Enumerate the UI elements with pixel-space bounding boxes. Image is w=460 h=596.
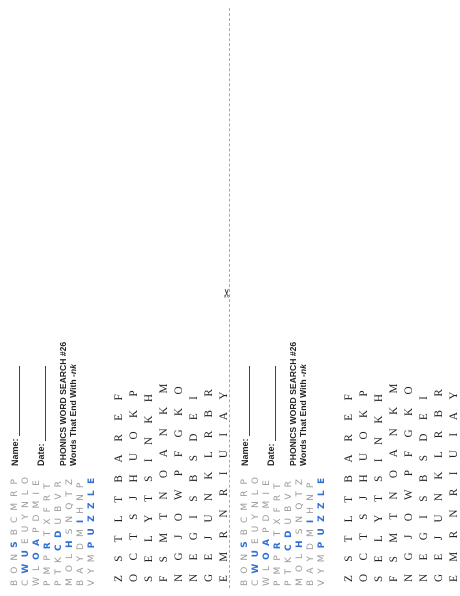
puzzle-row: G E J U N K L R B R bbox=[203, 383, 215, 582]
worksheet-right bbox=[230, 0, 460, 596]
puzzle-row: N E G I S B S D E I bbox=[418, 390, 430, 582]
name-field bbox=[240, 366, 250, 466]
title-line2-text: Words That End With bbox=[68, 376, 78, 466]
puzzle-row: F S M T N O A N K M bbox=[388, 378, 400, 582]
logo-row: V Y M P U Z Z L E bbox=[87, 476, 97, 586]
puzzle-row: N E G I S B S D E I bbox=[188, 390, 200, 582]
worksheet-content bbox=[230, 0, 460, 596]
logo-row: W L O A P D M I E bbox=[262, 478, 272, 586]
logo-row: B O N S B C M R P bbox=[240, 477, 250, 586]
logo-row: P T K C D U B V R bbox=[284, 479, 294, 586]
title-line2-text: Words That End With bbox=[298, 376, 308, 466]
worksheet-title bbox=[58, 342, 78, 466]
puzzle-row: O C T S J H U O K P bbox=[358, 385, 370, 582]
logo-row: P M P R T X F R T bbox=[43, 481, 53, 586]
puzzle-row: S E L Y T S I N K H bbox=[143, 388, 155, 582]
letter-grid bbox=[112, 378, 230, 582]
puzzle-row: E M R N R I U I A Y bbox=[218, 386, 230, 582]
logo-row: C W U E U Y N L O bbox=[251, 475, 261, 586]
puzzle-row: N G J O W P F G K O bbox=[173, 381, 185, 582]
puzzle-row: G E J U N K L R B R bbox=[433, 383, 445, 582]
logo-row: B O N S B C M R P bbox=[10, 477, 20, 586]
title-line1: PHONICS WORD SEARCH #26 bbox=[288, 341, 298, 466]
logo-row: B A Y D M I H N P bbox=[76, 481, 86, 586]
date-field bbox=[36, 366, 46, 466]
logo-row: P T K C D U B V R bbox=[54, 479, 64, 586]
title-line1: PHONICS WORD SEARCH #26 bbox=[58, 341, 68, 466]
name-field bbox=[10, 366, 20, 466]
scissors-icon: ✂ bbox=[220, 287, 235, 299]
puzzle-row: Z S T L T B A R E F bbox=[343, 388, 355, 582]
puzzle-row: O C T S J H U O K P bbox=[128, 385, 140, 582]
logo-row: C W U E U Y N L O bbox=[21, 475, 31, 586]
date-label: Date: bbox=[266, 443, 276, 466]
puzzle-row: N G J O W P F G K O bbox=[403, 381, 415, 582]
logo-row: M O L H S N Q T Z bbox=[295, 477, 305, 586]
puzzle-row: E M R N R I U I A Y bbox=[448, 386, 460, 582]
puzzle-logo bbox=[240, 476, 328, 587]
date-label: Date: bbox=[36, 443, 46, 466]
logo-row: W L O A P D M I E bbox=[32, 478, 42, 586]
title-suffix: -nk bbox=[68, 364, 78, 377]
name-label: Name: bbox=[10, 438, 20, 466]
puzzle-logo bbox=[10, 476, 98, 587]
logo-row: V Y M P U Z Z L E bbox=[317, 476, 327, 586]
logo-row: M O L H S N Q T Z bbox=[65, 477, 75, 586]
letter-grid bbox=[342, 378, 460, 582]
title-line2 bbox=[68, 342, 78, 466]
title-line2 bbox=[298, 342, 308, 466]
puzzle-row: S E L Y T S I N K H bbox=[373, 388, 385, 582]
logo-row: P M P R T X F R T bbox=[273, 481, 283, 586]
puzzle-row: F S M T N O A N K M bbox=[158, 378, 170, 582]
logo-row: B A Y D M I H N P bbox=[306, 481, 316, 586]
date-field bbox=[266, 366, 276, 466]
title-suffix: -nk bbox=[298, 364, 308, 377]
worksheet-title bbox=[288, 342, 308, 466]
name-label: Name: bbox=[240, 438, 250, 466]
puzzle-row: Z S T L T B A R E F bbox=[113, 388, 125, 582]
